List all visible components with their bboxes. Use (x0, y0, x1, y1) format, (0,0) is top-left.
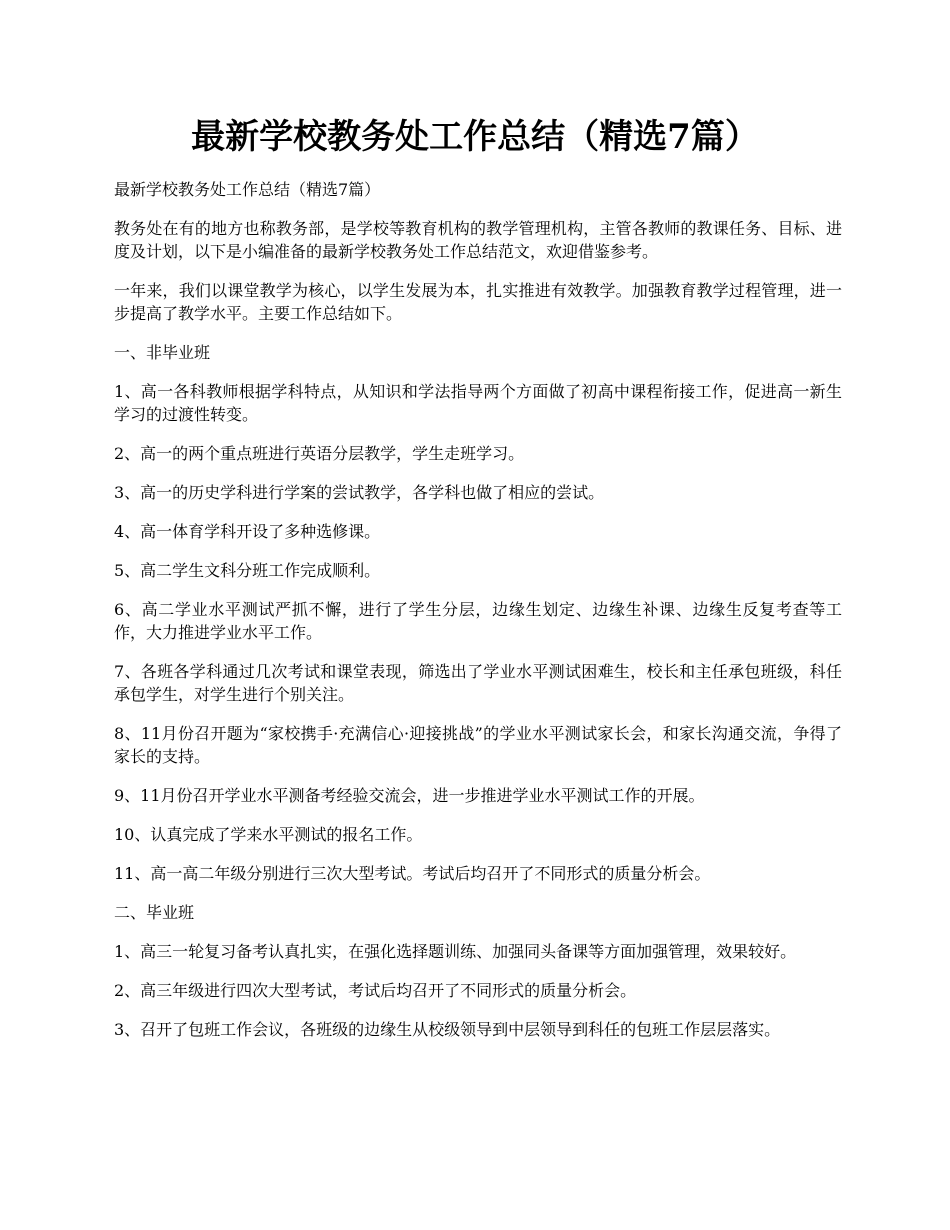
list-item: 1、高三一轮复习备考认真扎实，在强化选择题训练、加强同头备课等方面加强管理，效果较好。 (114, 942, 797, 961)
list-item: 11、高一高二年级分别进行三次大型考试。考试后均召开了不同形式的质量分析会。 (114, 864, 711, 883)
list-item: 5、高二学生文科分班工作完成顺利。 (114, 561, 381, 580)
list-item: 1、高一各科教师根据学科特点，从知识和学法指导两个方面做了初高中课程衔接工作，促进高一新生学习的过渡性转变。 (114, 382, 842, 424)
list-item: 3、高一的历史学科进行学案的尝试教学，各学科也做了相应的尝试。 (114, 483, 605, 502)
list-item: 8、11月份召开题为“家校携手·充满信心·迎接挑战”的学业水平测试家长会，和家长沟通交流，争得了家长的支持。 (114, 724, 842, 766)
list-item: 2、高一的两个重点班进行英语分层教学，学生走班学习。 (114, 444, 525, 463)
summary-paragraph: 一年来，我们以课堂教学为核心，以学生发展为本，扎实推进有效教学。加强教育教学过程管理，进一步提高了教学水平。主要工作总结如下。 (114, 281, 842, 323)
list-item: 7、各班各学科通过几次考试和课堂表现，筛选出了学业水平测试困难生，校长和主任承包班级，科任承包学生，对学生进行个别关注。 (114, 662, 842, 704)
list-item: 4、高一体育学科开设了多种选修课。 (114, 522, 381, 541)
list-item: 10、认真完成了学来水平测试的报名工作。 (114, 825, 423, 844)
intro-paragraph: 教务处在有的地方也称教务部，是学校等教育机构的教学管理机构，主管各教师的教课任务、目标、进度及计划，以下是小编准备的最新学校教务处工作总结范文，欢迎借鉴参考。 (114, 219, 842, 261)
list-item: 9、11月份召开学业水平测备考经验交流会，进一步推进学业水平测试工作的开展。 (114, 786, 705, 805)
document-title: 最新学校教务处工作总结（精选7篇） (191, 117, 759, 157)
section-heading-graduating: 二、毕业班 (114, 903, 195, 922)
section-heading-non-graduating: 一、非毕业班 (114, 343, 211, 362)
list-item: 2、高三年级进行四次大型考试，考试后均召开了不同形式的质量分析会。 (114, 981, 637, 1000)
list-item: 6、高二学业水平测试严抓不懈，进行了学生分层，边缘生划定、边缘生补课、边缘生反复考查等工作，大力推进学业水平工作。 (114, 600, 842, 642)
document-body (114, 178, 842, 1057)
list-item: 3、召开了包班工作会议，各班级的边缘生从校级领导到中层领导到科任的包班工作层层落实。 (114, 1020, 781, 1039)
subtitle-paragraph: 最新学校教务处工作总结（精选7篇） (114, 180, 381, 199)
